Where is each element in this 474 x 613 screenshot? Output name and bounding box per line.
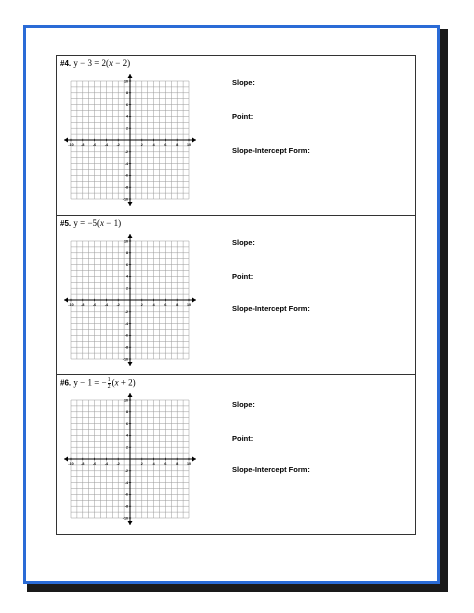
x-tick-label: -8 xyxy=(81,462,85,466)
x-tick-label: 4 xyxy=(152,143,155,147)
x-tick-label: -8 xyxy=(81,143,85,147)
x-tick-label: 10 xyxy=(187,143,191,147)
x-tick-label: 4 xyxy=(152,303,155,307)
y-tick-label: 10 xyxy=(124,398,128,403)
problem-number: #6. xyxy=(60,378,72,388)
y-axis-arrow-down xyxy=(128,362,133,366)
slope-intercept-label: Slope-Intercept Form: xyxy=(232,465,310,474)
equation-rhs: + 2) xyxy=(118,377,136,388)
x-axis-arrow-left xyxy=(64,457,68,462)
equation-lhs: y = −5( xyxy=(73,218,101,228)
y-axis-arrow-up xyxy=(128,234,133,238)
y-tick-label: -6 xyxy=(124,492,128,497)
y-tick-label: -6 xyxy=(124,333,128,338)
y-tick-label: -10 xyxy=(122,197,128,202)
x-tick-label: -4 xyxy=(104,143,109,147)
equation-lhs: y − 1 = − xyxy=(73,377,107,388)
point-label: Point: xyxy=(232,272,254,281)
y-tick-label: 8 xyxy=(126,251,128,256)
fraction xyxy=(108,377,111,390)
y-tick-label: -10 xyxy=(122,357,128,362)
x-tick-label: 10 xyxy=(187,303,191,307)
problem-5 xyxy=(57,215,415,374)
y-tick-label: 6 xyxy=(126,262,128,267)
x-tick-label: -6 xyxy=(92,462,97,466)
worksheet xyxy=(56,55,416,535)
y-axis-arrow-down xyxy=(128,202,133,206)
x-axis-arrow-left xyxy=(64,138,68,143)
x-tick-label: -4 xyxy=(104,303,109,307)
y-tick-label: -8 xyxy=(124,504,128,509)
y-tick-label: 2 xyxy=(126,126,128,131)
x-tick-label: -2 xyxy=(116,303,120,307)
x-tick-label: 6 xyxy=(164,143,167,147)
x-tick-label: 8 xyxy=(176,462,179,466)
y-tick-label: -6 xyxy=(124,173,128,178)
y-axis-arrow-down xyxy=(128,521,133,525)
y-tick-label: 6 xyxy=(126,421,128,426)
equation-paren: ( xyxy=(111,377,115,388)
y-tick-label: -8 xyxy=(124,345,128,350)
x-tick-label: 8 xyxy=(176,303,179,307)
equation-rhs: − 1) xyxy=(104,218,122,228)
x-tick-label: 2 xyxy=(140,462,143,466)
y-tick-label: -2 xyxy=(124,150,128,155)
y-tick-label: -2 xyxy=(124,469,128,474)
problem-number: #4. xyxy=(60,59,72,68)
y-tick-label: 2 xyxy=(126,286,128,291)
y-tick-label: 4 xyxy=(126,114,128,119)
y-tick-label: 6 xyxy=(126,102,128,107)
y-tick-label: -8 xyxy=(124,185,128,190)
y-tick-label: 8 xyxy=(126,410,128,415)
y-tick-label: 4 xyxy=(126,433,128,438)
x-axis-arrow-right xyxy=(192,138,196,143)
point-label: Point: xyxy=(232,434,254,443)
point-label: Point: xyxy=(232,112,254,121)
x-tick-label: -4 xyxy=(104,462,109,466)
y-axis-arrow-up xyxy=(128,393,133,397)
y-tick-label: -4 xyxy=(124,480,128,485)
x-axis-arrow-left xyxy=(64,298,68,303)
fraction-numerator: 1 xyxy=(107,377,111,383)
problem-4 xyxy=(57,56,415,215)
x-tick-label: 8 xyxy=(176,143,179,147)
y-tick-label: -4 xyxy=(124,161,128,166)
equation xyxy=(60,218,121,228)
slope-intercept-label: Slope-Intercept Form: xyxy=(232,146,310,155)
x-tick-label: -10 xyxy=(68,143,74,147)
slope-label: Slope: xyxy=(232,400,255,409)
equation-var: x xyxy=(109,58,114,68)
coordinate-grid xyxy=(63,73,197,207)
x-tick-label: 2 xyxy=(140,303,143,307)
problem-number: #5. xyxy=(60,219,72,228)
y-axis-arrow-up xyxy=(128,74,133,78)
x-tick-label: 10 xyxy=(187,462,191,466)
y-tick-label: 2 xyxy=(126,445,128,450)
y-tick-label: 10 xyxy=(124,239,128,244)
y-tick-label: -10 xyxy=(122,516,128,521)
y-tick-label: 8 xyxy=(126,91,128,96)
x-tick-label: -2 xyxy=(116,462,120,466)
slope-intercept-label: Slope-Intercept Form: xyxy=(232,304,310,313)
x-tick-label: 2 xyxy=(140,143,143,147)
y-tick-label: -4 xyxy=(124,321,128,326)
x-tick-label: -10 xyxy=(68,462,74,466)
equation-var: x xyxy=(114,377,119,388)
equation-lhs: y − 3 = 2( xyxy=(73,58,110,68)
equation xyxy=(60,377,136,390)
x-tick-label: -8 xyxy=(81,303,85,307)
x-tick-label: 6 xyxy=(164,462,167,466)
y-tick-label: 4 xyxy=(126,274,128,279)
problem-6 xyxy=(57,374,415,534)
fraction-denominator: 2 xyxy=(107,384,111,390)
slope-label: Slope: xyxy=(232,238,255,247)
x-tick-label: -6 xyxy=(92,143,97,147)
equation-rhs: − 2) xyxy=(113,58,131,68)
slope-label: Slope: xyxy=(232,78,255,87)
x-axis-arrow-right xyxy=(192,298,196,303)
x-tick-label: -2 xyxy=(116,143,120,147)
equation-var: x xyxy=(100,218,105,228)
x-tick-label: 4 xyxy=(152,462,155,466)
coordinate-grid xyxy=(63,233,197,367)
y-tick-label: 10 xyxy=(124,79,128,84)
y-tick-label: -2 xyxy=(124,310,128,315)
equation xyxy=(60,58,130,68)
x-tick-label: 6 xyxy=(164,303,167,307)
x-tick-label: -6 xyxy=(92,303,97,307)
x-tick-label: -10 xyxy=(68,303,74,307)
coordinate-grid xyxy=(63,392,197,526)
x-axis-arrow-right xyxy=(192,457,196,462)
